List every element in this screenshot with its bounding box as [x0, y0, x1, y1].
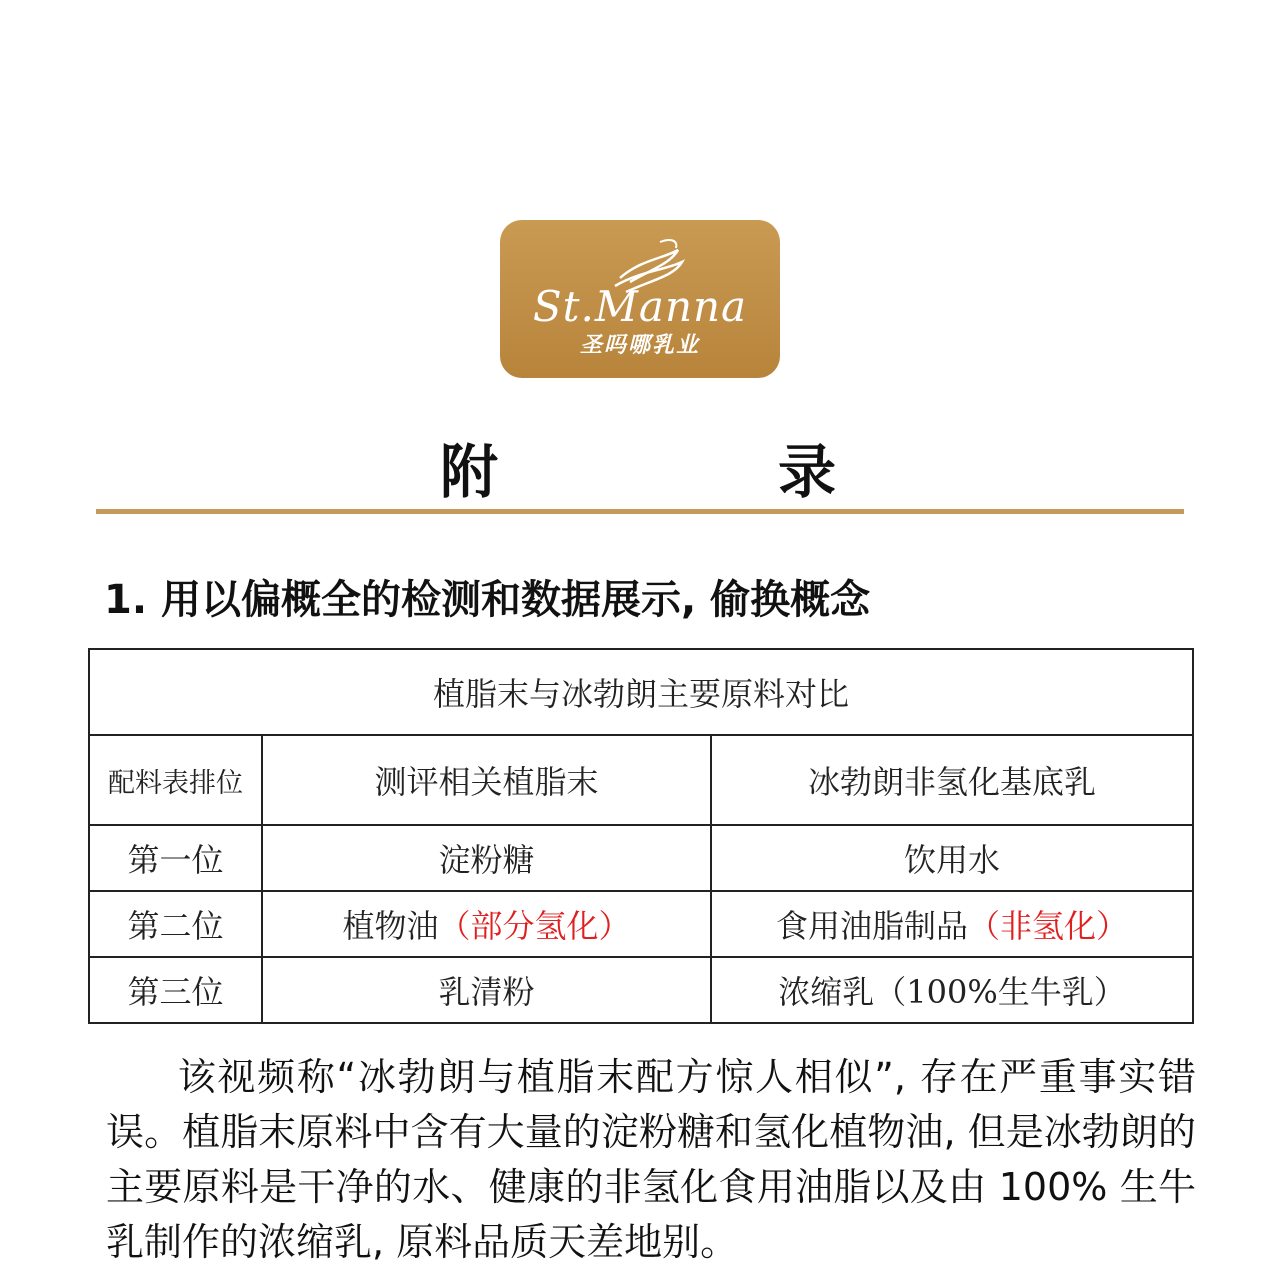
logo-chinese-name: 圣吗哪乳业 [579, 333, 700, 358]
table-row [89, 891, 1193, 957]
creamer-ingredient-cell [262, 957, 711, 1023]
ingredient-name: 乳清粉 [438, 973, 535, 1011]
table-title-row [89, 649, 1193, 735]
paragraph-text: 该视频称“冰勃朗与植脂末配方惊人相似”, 存在严重事实错误。植脂末原料中含有大量的淀粉糖和氢化植物油, 但是冰勃朗的主要原料是干净的水、健康的非氢化食用油脂以及由 100% 生牛乳制作的浓缩乳, 原料品质天差地别。 [106, 1055, 1196, 1264]
comparison-table [88, 648, 1194, 1024]
ingredient-note: （非氢化） [968, 907, 1129, 945]
table-row [89, 825, 1193, 891]
ingredient-name: 植物油 [342, 907, 439, 945]
ingredient-name: 淀粉糖 [438, 841, 535, 879]
table-header-row [89, 735, 1193, 825]
rank-cell: 第一位 [89, 825, 262, 891]
header-rank: 配料表排位 [89, 735, 262, 825]
appendix-char-1: 附 [440, 438, 499, 506]
rank-cell: 第二位 [89, 891, 262, 957]
rank-cell: 第三位 [89, 957, 262, 1023]
creamer-ingredient-cell [262, 891, 711, 957]
ingredient-name: 浓缩乳（100%生牛乳） [778, 973, 1126, 1011]
body-paragraph [106, 1050, 1196, 1270]
bingbolang-ingredient-cell [711, 825, 1193, 891]
ingredient-name: 食用油脂制品 [776, 907, 969, 945]
bingbolang-ingredient-cell [711, 891, 1193, 957]
header-bingbolang: 冰勃朗非氢化基底乳 [711, 735, 1193, 825]
brand-logo [500, 220, 780, 378]
table-title: 植脂末与冰勃朗主要原料对比 [89, 649, 1193, 735]
creamer-ingredient-cell [262, 825, 711, 891]
appendix-char-2: 录 [778, 438, 837, 506]
section-heading: 1. 用以偏概全的检测和数据展示, 偷换概念 [104, 577, 871, 623]
bingbolang-ingredient-cell [711, 957, 1193, 1023]
appendix-title [440, 425, 840, 506]
ingredient-note: （部分氢化） [438, 907, 631, 945]
gold-divider [96, 509, 1184, 514]
table-row [89, 957, 1193, 1023]
logo-wordmark: St.Manna [532, 282, 748, 331]
header-creamer: 测评相关植脂末 [262, 735, 711, 825]
ingredient-name: 饮用水 [904, 841, 1001, 879]
